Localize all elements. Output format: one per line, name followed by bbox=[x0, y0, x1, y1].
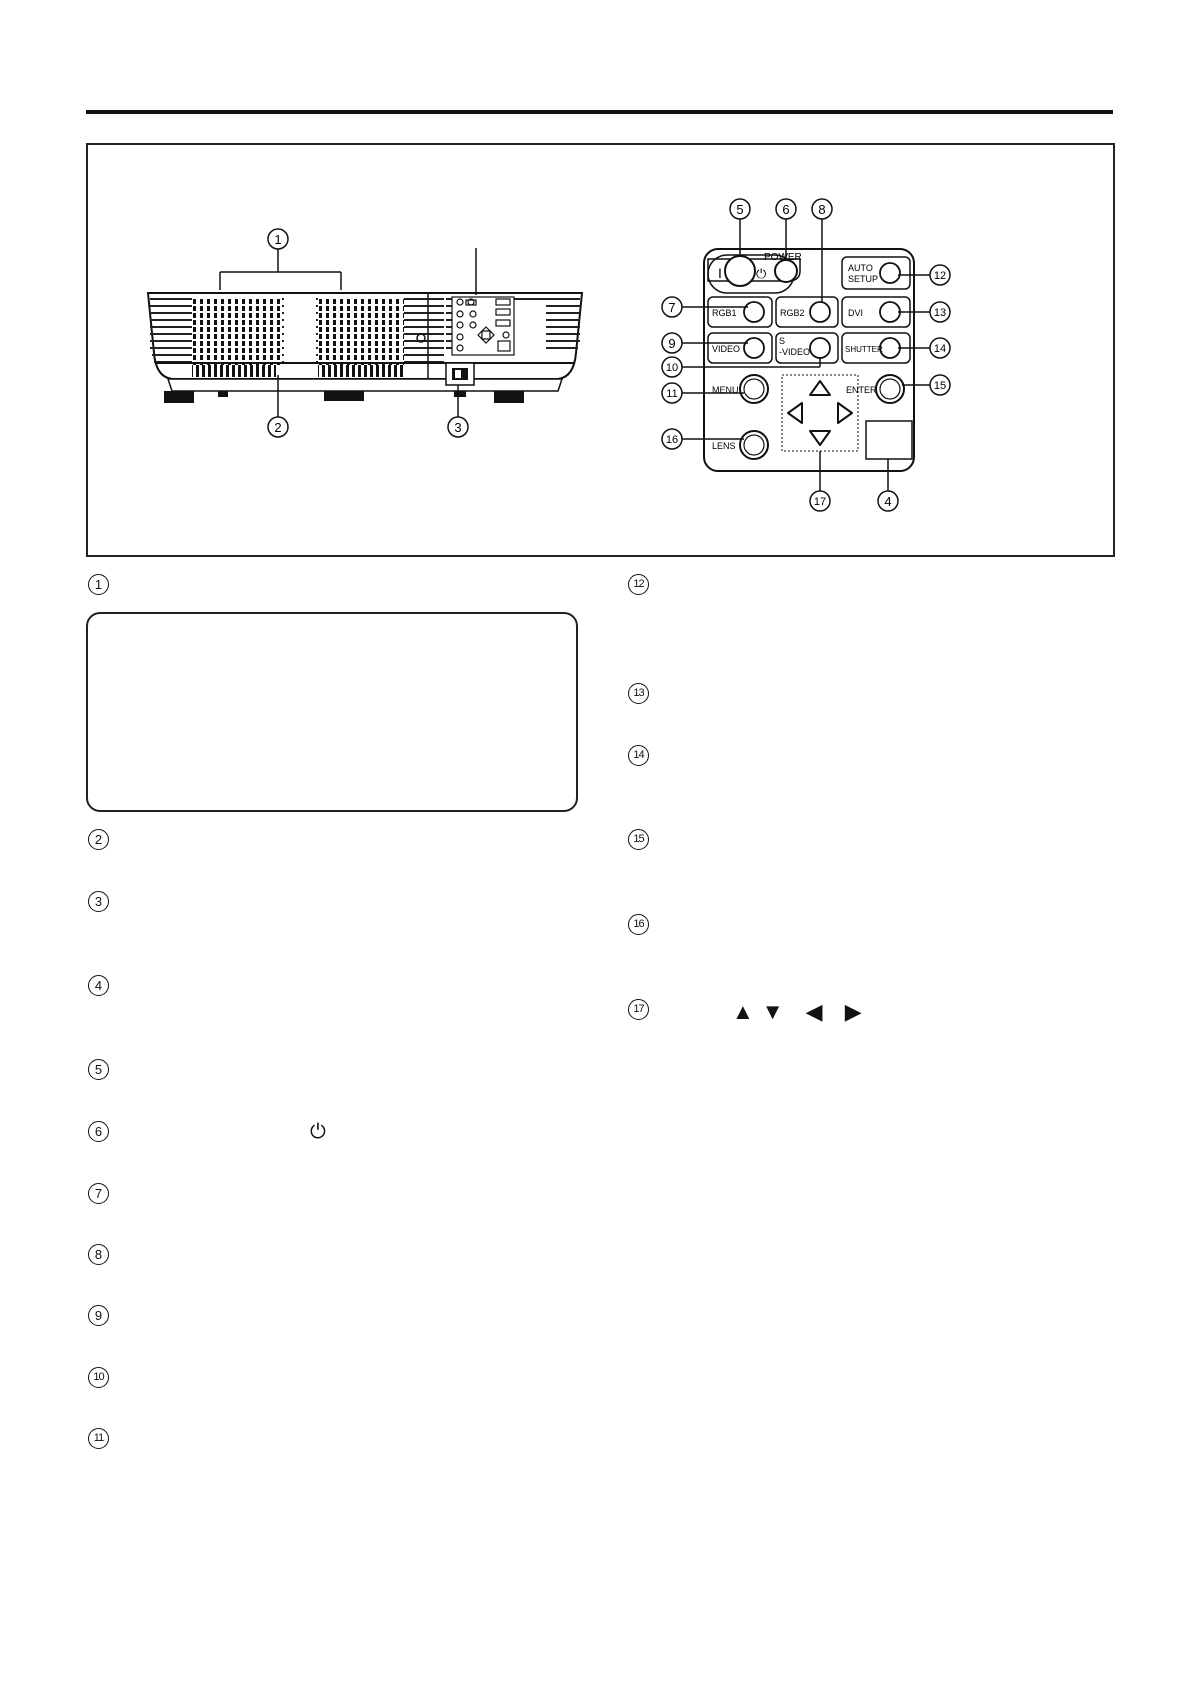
item-number-12: 12 bbox=[628, 574, 649, 595]
callout-17 bbox=[810, 491, 830, 511]
svg-text:7: 7 bbox=[668, 300, 676, 315]
svg-text:14: 14 bbox=[933, 343, 947, 355]
callout-7 bbox=[662, 297, 682, 317]
svideo-label-2: -VIDEO bbox=[779, 347, 811, 357]
callout-5 bbox=[730, 199, 750, 219]
projector-body bbox=[148, 293, 582, 403]
callout-6 bbox=[776, 199, 796, 219]
power-standby-icon: ⏻ bbox=[310, 1121, 326, 1143]
item-number-9: 9 bbox=[88, 1305, 109, 1326]
callout-12 bbox=[930, 265, 950, 285]
svg-text:2: 2 bbox=[274, 420, 282, 435]
lens-label: LENS bbox=[712, 441, 736, 451]
svideo-label-1: S bbox=[779, 336, 786, 346]
projector-figure bbox=[88, 145, 1113, 555]
item-number-10: 10 bbox=[88, 1367, 109, 1388]
video-label: VIDEO bbox=[712, 344, 741, 354]
power-label: POWER bbox=[764, 252, 802, 263]
svg-text:6: 6 bbox=[782, 202, 790, 217]
power-on-label: I bbox=[718, 265, 722, 281]
svg-text:12: 12 bbox=[933, 270, 947, 282]
svg-text:16: 16 bbox=[665, 434, 679, 446]
callout-10 bbox=[662, 357, 682, 377]
callout-1 bbox=[268, 229, 288, 249]
callout-2 bbox=[268, 417, 288, 437]
callout-14 bbox=[930, 338, 950, 358]
callout-11 bbox=[662, 383, 682, 403]
enter-label: ENTER bbox=[846, 385, 877, 395]
svg-text:5: 5 bbox=[736, 202, 744, 217]
top-rule bbox=[86, 110, 1113, 114]
item-number-13: 13 bbox=[628, 683, 649, 704]
svg-text:13: 13 bbox=[933, 307, 947, 319]
svg-text:10: 10 bbox=[665, 362, 679, 374]
svg-text:11: 11 bbox=[666, 388, 678, 400]
item-number-6: 6 bbox=[88, 1121, 109, 1142]
svg-text:17: 17 bbox=[813, 496, 827, 508]
item-number-15: 15 bbox=[628, 829, 649, 850]
item-number-2: 2 bbox=[88, 829, 109, 850]
svg-text:9: 9 bbox=[668, 336, 676, 351]
item-number-16: 16 bbox=[628, 914, 649, 935]
item-number-11: 11 bbox=[88, 1428, 109, 1449]
callout-3 bbox=[448, 417, 468, 437]
dvi-label: DVI bbox=[848, 308, 864, 318]
control-panel bbox=[704, 249, 914, 471]
svg-text:15: 15 bbox=[933, 380, 947, 392]
item-number-7: 7 bbox=[88, 1183, 109, 1204]
power-standby-label: ⏻ bbox=[756, 266, 767, 281]
rgb2-label: RGB2 bbox=[780, 308, 805, 318]
callout-13 bbox=[930, 302, 950, 322]
item-number-4: 4 bbox=[88, 975, 109, 996]
menu-label: MENU bbox=[712, 385, 739, 395]
auto-setup-label-1: AUTO bbox=[848, 263, 873, 273]
auto-setup-label-2: SETUP bbox=[848, 274, 879, 284]
svg-text:4: 4 bbox=[884, 494, 892, 509]
callout-4 bbox=[878, 491, 898, 511]
svg-text:8: 8 bbox=[818, 202, 826, 217]
figure-box bbox=[86, 143, 1115, 557]
item-number-5: 5 bbox=[88, 1059, 109, 1080]
callout-15 bbox=[930, 375, 950, 395]
item-number-1: 1 bbox=[88, 574, 109, 595]
item-number-14: 14 bbox=[628, 745, 649, 766]
arrow-keys-icons: ▲▼ ◀ ▶ bbox=[732, 999, 870, 1024]
rgb1-label: RGB1 bbox=[712, 308, 737, 318]
callout-16 bbox=[662, 429, 682, 449]
callout-8 bbox=[812, 199, 832, 219]
callout-9 bbox=[662, 333, 682, 353]
note-box bbox=[86, 612, 578, 812]
svg-text:3: 3 bbox=[454, 420, 462, 435]
item-number-8: 8 bbox=[88, 1244, 109, 1265]
item-number-3: 3 bbox=[88, 891, 109, 912]
shutter-label: SHUTTER bbox=[845, 345, 883, 354]
item-number-17: 17 bbox=[628, 999, 649, 1020]
svg-text:1: 1 bbox=[274, 232, 282, 247]
